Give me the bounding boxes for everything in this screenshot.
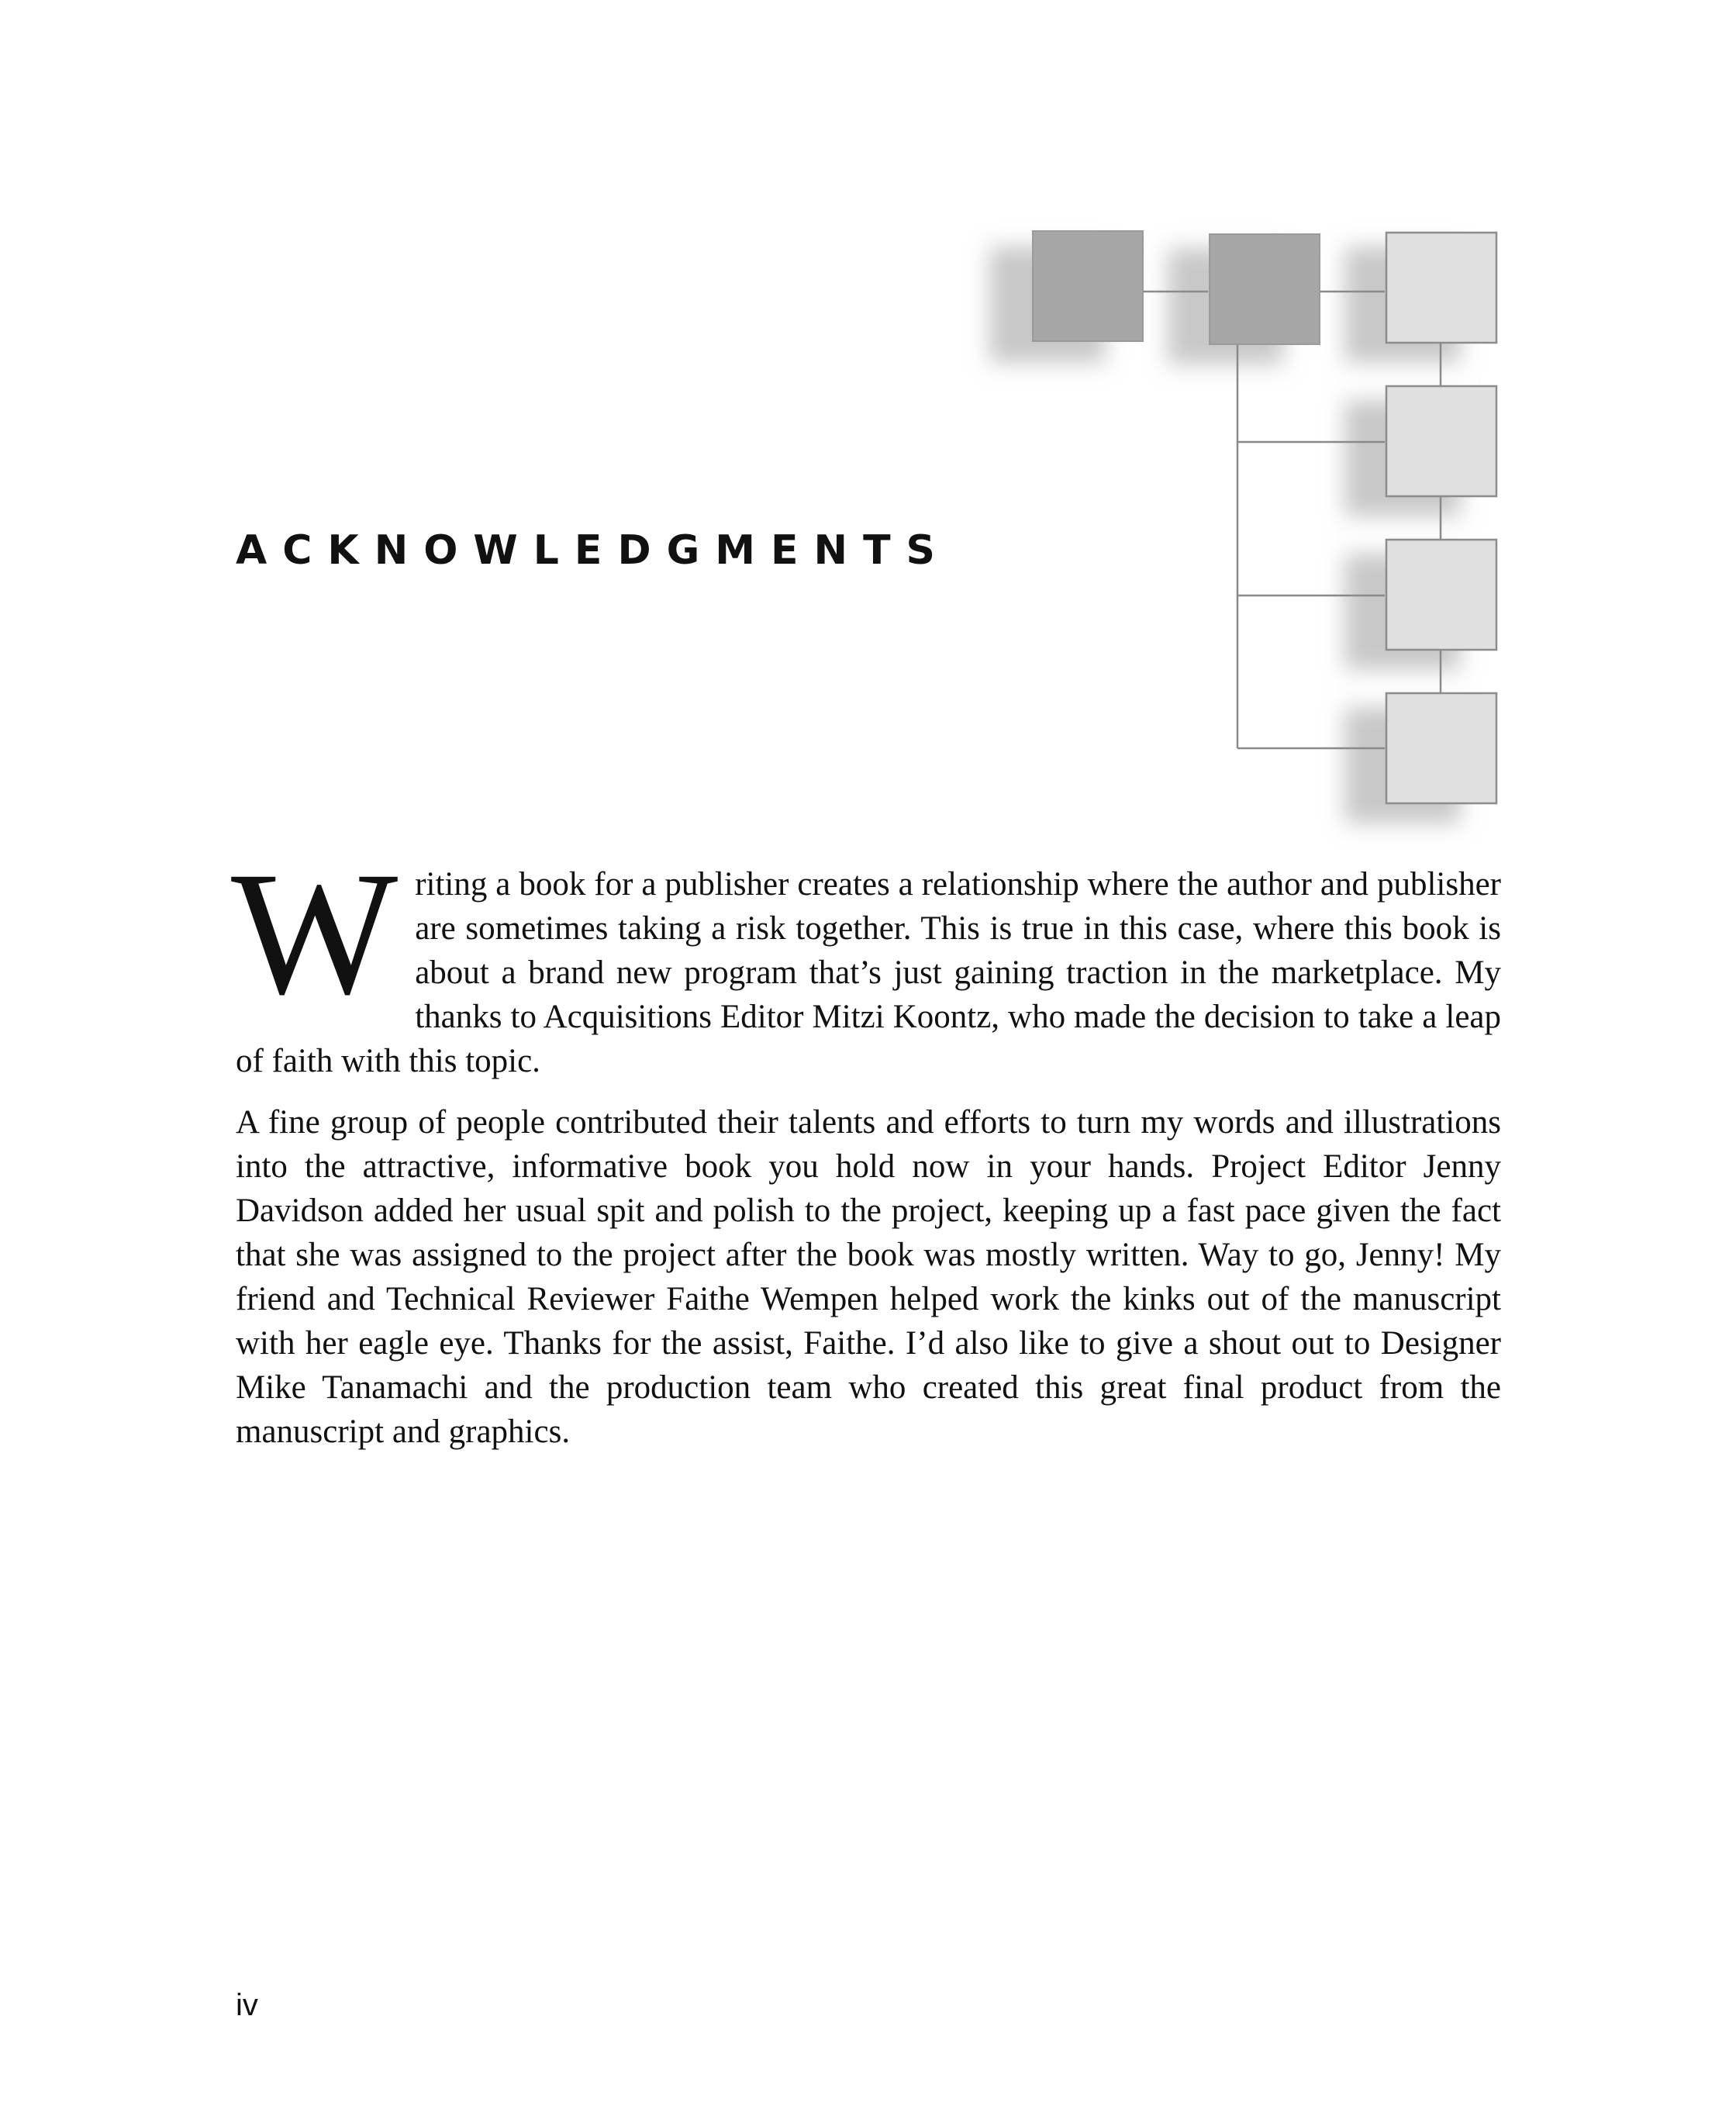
paragraph-2: A fine group of people contributed their talents and efforts to turn my words and illustrations into the attractive, informative book you hold now in your hands. Project Editor Jenny Davidson added her usual spit and polish to the project, keeping up a fast pace given the fact that she was assigned to the project after the book was mostly written. Way to go, Jenny! My friend and Technical Reviewer Faithe Wempen helped work the kinks out of the manuscript with her eagle eye. Thanks for the assist, Faithe. I’d also like to give a shout out to Designer Mike Tanamachi and the production team who created this great final product from the manuscript and graphics. [236,1104,1501,1450]
paragraph-1 [231,836,1501,1083]
chapter-decoration-diagram [961,217,1520,853]
chapter-title: ACKNOWLEDGMENTS [236,527,951,574]
diagram-box-2 [1210,234,1320,344]
diagram-box-5 [1386,540,1496,650]
diagram-box-3 [1386,233,1496,343]
paragraph-1-text: riting a book for a publisher creates a relationship where the author and publisher are sometimes taking a risk together. This is true in this case, where this book is about a brand new program that’s just gaining traction in the marketplace. My thanks to Acquisitions Editor Mitzi Koontz, who made the decision to take a leap of faith with this topic. [236,866,1501,1079]
page-number: iv [236,1988,258,2022]
diagram-box-4 [1386,386,1496,496]
diagram-box-6 [1386,693,1496,803]
diagram-box-1 [1033,231,1143,341]
body-text [231,836,1501,1471]
drop-cap: W [231,836,399,1031]
